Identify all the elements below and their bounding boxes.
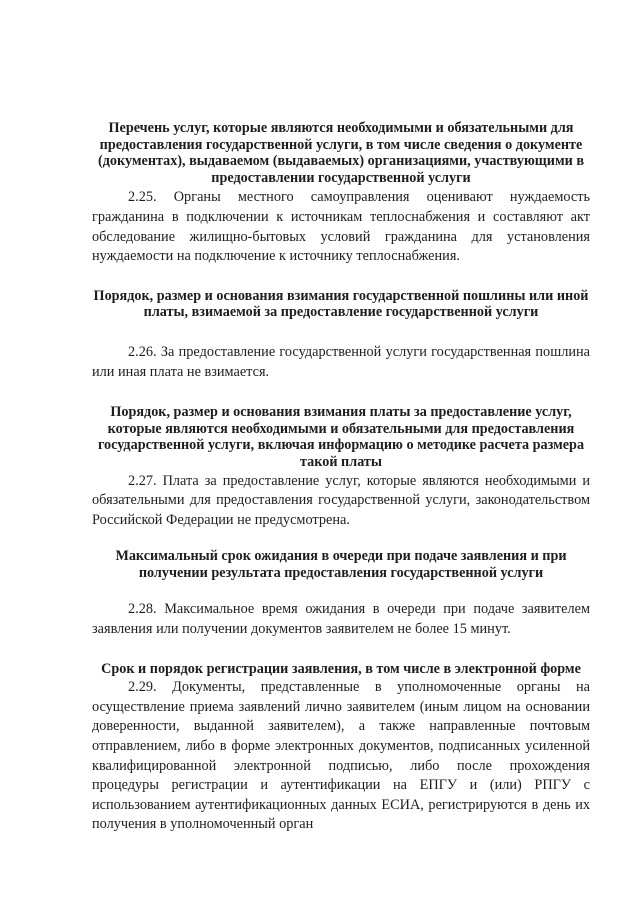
paragraph-2-27: 2.27. Плата за предоставление услуг, которые являются необходимыми и обязательными для предоставления государственной услуги, законодательством Российской Федерации не предусмотрена.	[92, 472, 590, 528]
section-heading-state-duty: Порядок, размер и основания взимания государственной пошлины или иной платы, взимаемой за предоставление государственной услуги	[93, 287, 589, 321]
paragraph-2-26: 2.26. За предоставление государственной услуги государственная пошлина или иная плата не взимается.	[92, 343, 590, 380]
section-heading-registration-of-application: Срок и порядок регистрации заявления, в том числе в электронной форме	[101, 660, 581, 677]
section-heading-required-services: Перечень услуг, которые являются необходимыми и обязательными для предоставления государственной услуги, в том числе сведения о документе (документах), выдаваемом (выдаваемых) организациями, участвующими в предоставлении государственной услуги	[97, 120, 584, 186]
paragraph-2-29: 2.29. Документы, представленные в уполномоченные органы на осуществление приема заявлений лично заявителем (иным лицом на основании доверенности, выданной заявителем), а также направленные почтовым отправлением, либо в форме электронных документов, подписанных усиленной квалифицированной электронной подписью, либо после прохождения процедуры регистрации и аутентификации на ЕПГУ и (или) РПГУ с использованием аутентификационных данных ЕСИА, регистрируются в день их получения в уполномоченный орган	[92, 679, 590, 833]
section-heading-queue-waiting-time: Максимальный срок ожидания в очереди при подаче заявления и при получении результата предоставления государственной услуги	[115, 548, 567, 581]
paragraph-2-28: 2.28. Максимальное время ожидания в очереди при подаче заявителем заявления или получении документов заявителем не более 15 минут.	[92, 601, 590, 638]
document-page	[92, 108, 590, 835]
section-heading-fee-for-services: Порядок, размер и основания взимания платы за предоставление услуг, которые являются необходимыми и обязательными для предоставления государственной услуги, включая информацию о методике расчета размера такой платы	[97, 404, 585, 470]
paragraph-2-25: 2.25. Органы местного самоуправления оценивают нуждаемость гражданина в подключении к источникам теплоснабжения и составляют акт обследование жилищно-бытовых условий гражданина для установления нуждаемости на подключение к источнику теплоснабжения.	[92, 189, 590, 265]
